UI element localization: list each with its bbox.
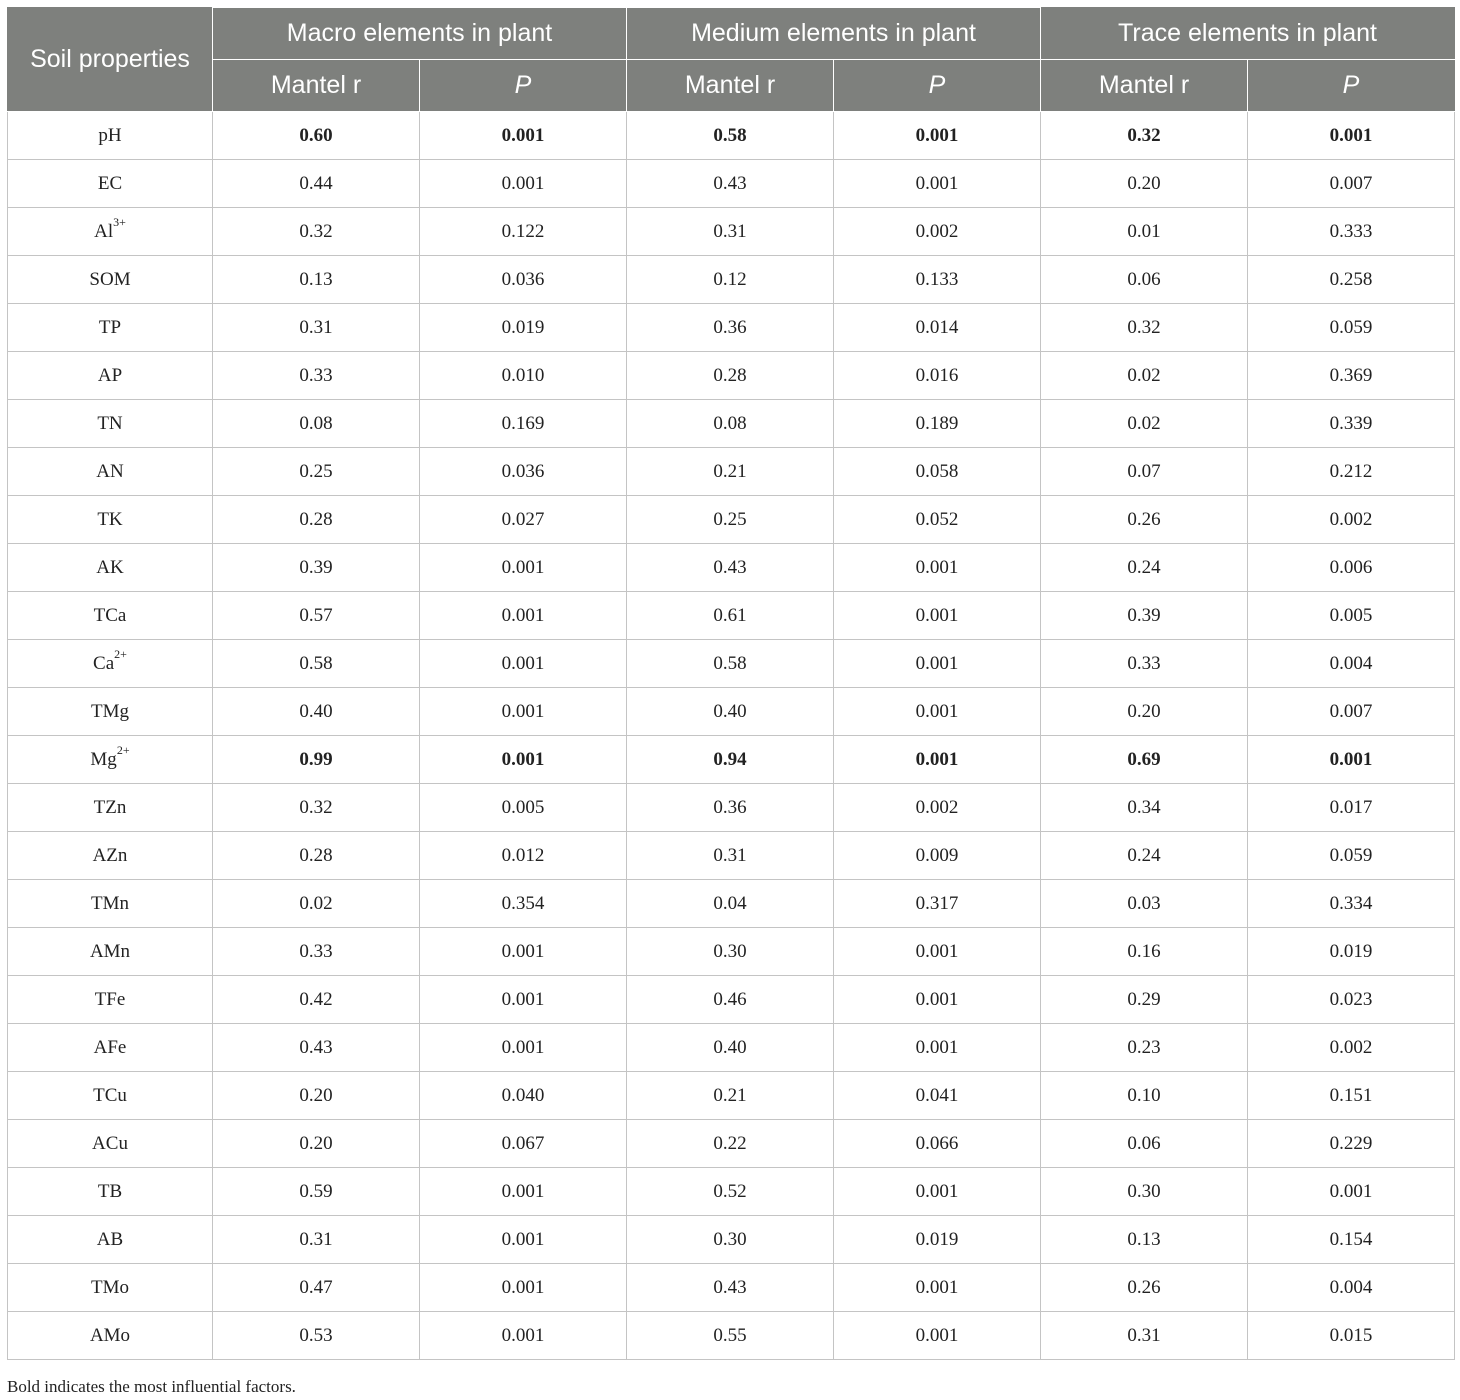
trace-mantel-r-cell: 0.69: [1041, 736, 1248, 784]
soil-property-name: TCa: [93, 604, 127, 626]
trace-mantel-r-cell: 0.16: [1041, 928, 1248, 976]
header-medium-p: P: [834, 60, 1041, 112]
medium-p-cell: 0.014: [834, 304, 1041, 352]
macro-p-cell: 0.001: [420, 688, 627, 736]
soil-property-cell: [8, 1216, 213, 1264]
trace-mantel-r-cell: 0.32: [1041, 304, 1248, 352]
medium-mantel-r-cell: 0.31: [627, 832, 834, 880]
soil-property-cell: [8, 352, 213, 400]
macro-p-cell: 0.001: [420, 1312, 627, 1360]
trace-p-cell: 0.004: [1248, 1264, 1455, 1312]
macro-p-cell: 0.012: [420, 832, 627, 880]
medium-p-cell: 0.001: [834, 544, 1041, 592]
trace-p-cell: 0.015: [1248, 1312, 1455, 1360]
trace-mantel-r-cell: 0.24: [1041, 544, 1248, 592]
soil-property-cell: [8, 400, 213, 448]
trace-mantel-r-cell: 0.02: [1041, 352, 1248, 400]
medium-p-cell: 0.001: [834, 160, 1041, 208]
trace-mantel-r-cell: 0.33: [1041, 640, 1248, 688]
medium-p-cell: 0.001: [834, 592, 1041, 640]
macro-p-cell: 0.005: [420, 784, 627, 832]
medium-mantel-r-cell: 0.28: [627, 352, 834, 400]
soil-property-name: AMn: [89, 940, 131, 962]
soil-property-name: AZn: [92, 844, 128, 866]
header-soil-properties: Soil properties: [8, 8, 213, 112]
soil-property-name: TFe: [94, 988, 126, 1010]
macro-p-cell: 0.001: [420, 112, 627, 160]
trace-mantel-r-cell: 0.34: [1041, 784, 1248, 832]
table-header: [8, 8, 1455, 112]
trace-mantel-r-cell: 0.13: [1041, 1216, 1248, 1264]
medium-p-cell: 0.058: [834, 448, 1041, 496]
soil-property-name: AFe: [93, 1036, 127, 1058]
table-row: [8, 1072, 1455, 1120]
macro-mantel-r-cell: 0.02: [213, 880, 420, 928]
trace-p-cell: 0.007: [1248, 160, 1455, 208]
trace-mantel-r-cell: 0.20: [1041, 688, 1248, 736]
macro-mantel-r-cell: 0.08: [213, 400, 420, 448]
trace-mantel-r-cell: 0.23: [1041, 1024, 1248, 1072]
medium-p-cell: 0.001: [834, 1168, 1041, 1216]
soil-property-superscript: 2+: [116, 743, 130, 758]
macro-mantel-r-cell: 0.43: [213, 1024, 420, 1072]
soil-property-name: TMg: [91, 700, 129, 722]
macro-mantel-r-cell: 0.28: [213, 496, 420, 544]
table-body: [8, 112, 1455, 1360]
macro-p-cell: 0.001: [420, 928, 627, 976]
trace-p-cell: 0.019: [1248, 928, 1455, 976]
macro-p-cell: 0.001: [420, 1168, 627, 1216]
soil-property-cell: [8, 496, 213, 544]
soil-property-cell: [8, 1120, 213, 1168]
medium-p-cell: 0.009: [834, 832, 1041, 880]
header-trace-p: P: [1248, 60, 1455, 112]
medium-mantel-r-cell: 0.36: [627, 304, 834, 352]
table-row: [8, 880, 1455, 928]
table-row: [8, 688, 1455, 736]
table-row: [8, 976, 1455, 1024]
soil-property-cell: [8, 880, 213, 928]
macro-mantel-r-cell: 0.25: [213, 448, 420, 496]
medium-p-cell: 0.317: [834, 880, 1041, 928]
table-row: [8, 1216, 1455, 1264]
medium-mantel-r-cell: 0.40: [627, 688, 834, 736]
soil-property-name: TB: [97, 1180, 123, 1202]
table-row: [8, 352, 1455, 400]
macro-p-cell: 0.001: [420, 640, 627, 688]
trace-p-cell: 0.007: [1248, 688, 1455, 736]
medium-p-cell: 0.001: [834, 1024, 1041, 1072]
trace-p-cell: 0.002: [1248, 496, 1455, 544]
soil-property-name: AN: [96, 460, 124, 482]
trace-p-cell: 0.334: [1248, 880, 1455, 928]
trace-mantel-r-cell: 0.06: [1041, 1120, 1248, 1168]
header-macro-elements: Macro elements in plant: [213, 8, 627, 60]
trace-mantel-r-cell: 0.10: [1041, 1072, 1248, 1120]
soil-property-name: TCu: [93, 1084, 127, 1106]
soil-property-name: Al: [94, 220, 114, 242]
trace-p-cell: 0.229: [1248, 1120, 1455, 1168]
medium-mantel-r-cell: 0.30: [627, 1216, 834, 1264]
trace-mantel-r-cell: 0.02: [1041, 400, 1248, 448]
trace-p-cell: 0.369: [1248, 352, 1455, 400]
soil-property-cell: [8, 208, 213, 256]
medium-p-cell: 0.001: [834, 112, 1041, 160]
soil-property-cell: [8, 640, 213, 688]
soil-property-cell: [8, 160, 213, 208]
header-medium-elements: Medium elements in plant: [627, 8, 1041, 60]
macro-mantel-r-cell: 0.20: [213, 1120, 420, 1168]
macro-mantel-r-cell: 0.28: [213, 832, 420, 880]
soil-property-name: AB: [96, 1228, 124, 1250]
soil-property-name: pH: [98, 124, 122, 146]
trace-mantel-r-cell: 0.32: [1041, 112, 1248, 160]
trace-mantel-r-cell: 0.31: [1041, 1312, 1248, 1360]
table-row: [8, 1024, 1455, 1072]
trace-p-cell: 0.005: [1248, 592, 1455, 640]
medium-mantel-r-cell: 0.31: [627, 208, 834, 256]
macro-p-cell: 0.001: [420, 544, 627, 592]
trace-p-cell: 0.333: [1248, 208, 1455, 256]
medium-p-cell: 0.019: [834, 1216, 1041, 1264]
table-row: [8, 208, 1455, 256]
trace-p-cell: 0.004: [1248, 640, 1455, 688]
trace-mantel-r-cell: 0.39: [1041, 592, 1248, 640]
trace-mantel-r-cell: 0.01: [1041, 208, 1248, 256]
table-row: [8, 256, 1455, 304]
trace-p-cell: 0.002: [1248, 1024, 1455, 1072]
trace-p-cell: 0.212: [1248, 448, 1455, 496]
soil-property-name: TN: [97, 412, 123, 434]
soil-property-name: TMo: [91, 1276, 129, 1298]
macro-mantel-r-cell: 0.32: [213, 208, 420, 256]
soil-property-cell: [8, 544, 213, 592]
medium-mantel-r-cell: 0.43: [627, 544, 834, 592]
trace-p-cell: 0.151: [1248, 1072, 1455, 1120]
soil-property-name: TP: [98, 316, 122, 338]
macro-mantel-r-cell: 0.40: [213, 688, 420, 736]
macro-mantel-r-cell: 0.57: [213, 592, 420, 640]
trace-mantel-r-cell: 0.07: [1041, 448, 1248, 496]
table-footnote: Bold indicates the most influential factors.: [7, 1377, 296, 1396]
macro-mantel-r-cell: 0.31: [213, 304, 420, 352]
table-row: [8, 1264, 1455, 1312]
soil-property-superscript: 3+: [113, 215, 126, 230]
macro-p-cell: 0.019: [420, 304, 627, 352]
macro-mantel-r-cell: 0.58: [213, 640, 420, 688]
trace-p-cell: 0.001: [1248, 736, 1455, 784]
soil-property-name: TMn: [91, 892, 129, 914]
macro-mantel-r-cell: 0.53: [213, 1312, 420, 1360]
macro-mantel-r-cell: 0.44: [213, 160, 420, 208]
soil-property-cell: [8, 256, 213, 304]
macro-mantel-r-cell: 0.33: [213, 928, 420, 976]
medium-mantel-r-cell: 0.21: [627, 1072, 834, 1120]
macro-p-cell: 0.036: [420, 448, 627, 496]
table-row: [8, 1120, 1455, 1168]
macro-mantel-r-cell: 0.31: [213, 1216, 420, 1264]
soil-property-cell: [8, 736, 213, 784]
medium-p-cell: 0.001: [834, 976, 1041, 1024]
medium-p-cell: 0.001: [834, 688, 1041, 736]
table-row: [8, 592, 1455, 640]
soil-property-cell: [8, 1168, 213, 1216]
trace-p-cell: 0.339: [1248, 400, 1455, 448]
soil-property-name: TZn: [93, 796, 127, 818]
trace-p-cell: 0.001: [1248, 1168, 1455, 1216]
trace-mantel-r-cell: 0.20: [1041, 160, 1248, 208]
soil-property-cell: [8, 976, 213, 1024]
macro-mantel-r-cell: 0.59: [213, 1168, 420, 1216]
medium-mantel-r-cell: 0.94: [627, 736, 834, 784]
table-row: [8, 304, 1455, 352]
macro-p-cell: 0.040: [420, 1072, 627, 1120]
medium-mantel-r-cell: 0.30: [627, 928, 834, 976]
macro-mantel-r-cell: 0.20: [213, 1072, 420, 1120]
macro-p-cell: 0.067: [420, 1120, 627, 1168]
medium-mantel-r-cell: 0.22: [627, 1120, 834, 1168]
macro-mantel-r-cell: 0.47: [213, 1264, 420, 1312]
medium-p-cell: 0.189: [834, 400, 1041, 448]
macro-p-cell: 0.001: [420, 736, 627, 784]
header-trace-elements: Trace elements in plant: [1041, 8, 1455, 60]
soil-property-name: Ca: [93, 652, 115, 674]
trace-p-cell: 0.001: [1248, 112, 1455, 160]
table-row: [8, 784, 1455, 832]
table-row: [8, 112, 1455, 160]
macro-mantel-r-cell: 0.39: [213, 544, 420, 592]
trace-p-cell: 0.258: [1248, 256, 1455, 304]
macro-mantel-r-cell: 0.13: [213, 256, 420, 304]
medium-p-cell: 0.066: [834, 1120, 1041, 1168]
medium-mantel-r-cell: 0.55: [627, 1312, 834, 1360]
macro-p-cell: 0.001: [420, 1216, 627, 1264]
medium-mantel-r-cell: 0.25: [627, 496, 834, 544]
medium-p-cell: 0.001: [834, 928, 1041, 976]
soil-property-name: AK: [96, 556, 124, 578]
macro-mantel-r-cell: 0.33: [213, 352, 420, 400]
macro-mantel-r-cell: 0.99: [213, 736, 420, 784]
mantel-table-container: [7, 7, 1453, 1360]
soil-property-name: ACu: [92, 1132, 128, 1154]
table-row: [8, 400, 1455, 448]
table-row: [8, 832, 1455, 880]
table-row: [8, 160, 1455, 208]
macro-p-cell: 0.001: [420, 592, 627, 640]
soil-property-name: AMo: [89, 1324, 131, 1346]
medium-mantel-r-cell: 0.46: [627, 976, 834, 1024]
macro-mantel-r-cell: 0.60: [213, 112, 420, 160]
table-row: [8, 496, 1455, 544]
trace-p-cell: 0.017: [1248, 784, 1455, 832]
header-macro-p: P: [420, 60, 627, 112]
trace-p-cell: 0.059: [1248, 832, 1455, 880]
trace-mantel-r-cell: 0.03: [1041, 880, 1248, 928]
soil-property-name: SOM: [89, 268, 131, 290]
trace-mantel-r-cell: 0.26: [1041, 496, 1248, 544]
macro-p-cell: 0.001: [420, 976, 627, 1024]
macro-p-cell: 0.001: [420, 160, 627, 208]
soil-property-cell: [8, 688, 213, 736]
medium-p-cell: 0.016: [834, 352, 1041, 400]
medium-p-cell: 0.133: [834, 256, 1041, 304]
macro-p-cell: 0.010: [420, 352, 627, 400]
trace-p-cell: 0.023: [1248, 976, 1455, 1024]
table-row: [8, 1312, 1455, 1360]
soil-property-cell: [8, 448, 213, 496]
medium-mantel-r-cell: 0.36: [627, 784, 834, 832]
macro-p-cell: 0.001: [420, 1264, 627, 1312]
soil-property-cell: [8, 832, 213, 880]
header-trace-mantel-r: Mantel r: [1041, 60, 1248, 112]
medium-mantel-r-cell: 0.04: [627, 880, 834, 928]
soil-property-name: Mg: [90, 748, 117, 770]
soil-property-cell: [8, 1264, 213, 1312]
soil-property-name: EC: [97, 172, 123, 194]
table-row: [8, 640, 1455, 688]
trace-p-cell: 0.154: [1248, 1216, 1455, 1264]
macro-p-cell: 0.169: [420, 400, 627, 448]
medium-p-cell: 0.001: [834, 1312, 1041, 1360]
medium-mantel-r-cell: 0.21: [627, 448, 834, 496]
trace-mantel-r-cell: 0.26: [1041, 1264, 1248, 1312]
soil-property-cell: [8, 304, 213, 352]
medium-p-cell: 0.001: [834, 1264, 1041, 1312]
medium-mantel-r-cell: 0.40: [627, 1024, 834, 1072]
medium-mantel-r-cell: 0.52: [627, 1168, 834, 1216]
medium-p-cell: 0.001: [834, 640, 1041, 688]
medium-p-cell: 0.002: [834, 784, 1041, 832]
medium-p-cell: 0.041: [834, 1072, 1041, 1120]
table-row: [8, 448, 1455, 496]
macro-mantel-r-cell: 0.42: [213, 976, 420, 1024]
soil-property-superscript: 2+: [114, 647, 127, 662]
medium-p-cell: 0.002: [834, 208, 1041, 256]
trace-p-cell: 0.059: [1248, 304, 1455, 352]
macro-mantel-r-cell: 0.32: [213, 784, 420, 832]
soil-property-cell: [8, 1312, 213, 1360]
macro-p-cell: 0.027: [420, 496, 627, 544]
soil-property-cell: [8, 928, 213, 976]
medium-mantel-r-cell: 0.58: [627, 640, 834, 688]
table-row: [8, 1168, 1455, 1216]
header-medium-mantel-r: Mantel r: [627, 60, 834, 112]
medium-mantel-r-cell: 0.12: [627, 256, 834, 304]
header-macro-mantel-r: Mantel r: [213, 60, 420, 112]
medium-mantel-r-cell: 0.61: [627, 592, 834, 640]
mantel-test-table: [7, 7, 1455, 1360]
soil-property-cell: [8, 112, 213, 160]
medium-mantel-r-cell: 0.08: [627, 400, 834, 448]
trace-mantel-r-cell: 0.30: [1041, 1168, 1248, 1216]
medium-p-cell: 0.001: [834, 736, 1041, 784]
trace-p-cell: 0.006: [1248, 544, 1455, 592]
medium-mantel-r-cell: 0.58: [627, 112, 834, 160]
macro-p-cell: 0.001: [420, 1024, 627, 1072]
trace-mantel-r-cell: 0.06: [1041, 256, 1248, 304]
soil-property-cell: [8, 592, 213, 640]
medium-mantel-r-cell: 0.43: [627, 160, 834, 208]
table-row: [8, 736, 1455, 784]
macro-p-cell: 0.036: [420, 256, 627, 304]
macro-p-cell: 0.354: [420, 880, 627, 928]
trace-mantel-r-cell: 0.24: [1041, 832, 1248, 880]
table-row: [8, 544, 1455, 592]
macro-p-cell: 0.122: [420, 208, 627, 256]
trace-mantel-r-cell: 0.29: [1041, 976, 1248, 1024]
soil-property-cell: [8, 784, 213, 832]
soil-property-name: AP: [97, 364, 123, 386]
medium-p-cell: 0.052: [834, 496, 1041, 544]
table-row: [8, 928, 1455, 976]
soil-property-cell: [8, 1072, 213, 1120]
medium-mantel-r-cell: 0.43: [627, 1264, 834, 1312]
soil-property-cell: [8, 1024, 213, 1072]
soil-property-name: TK: [97, 508, 123, 530]
